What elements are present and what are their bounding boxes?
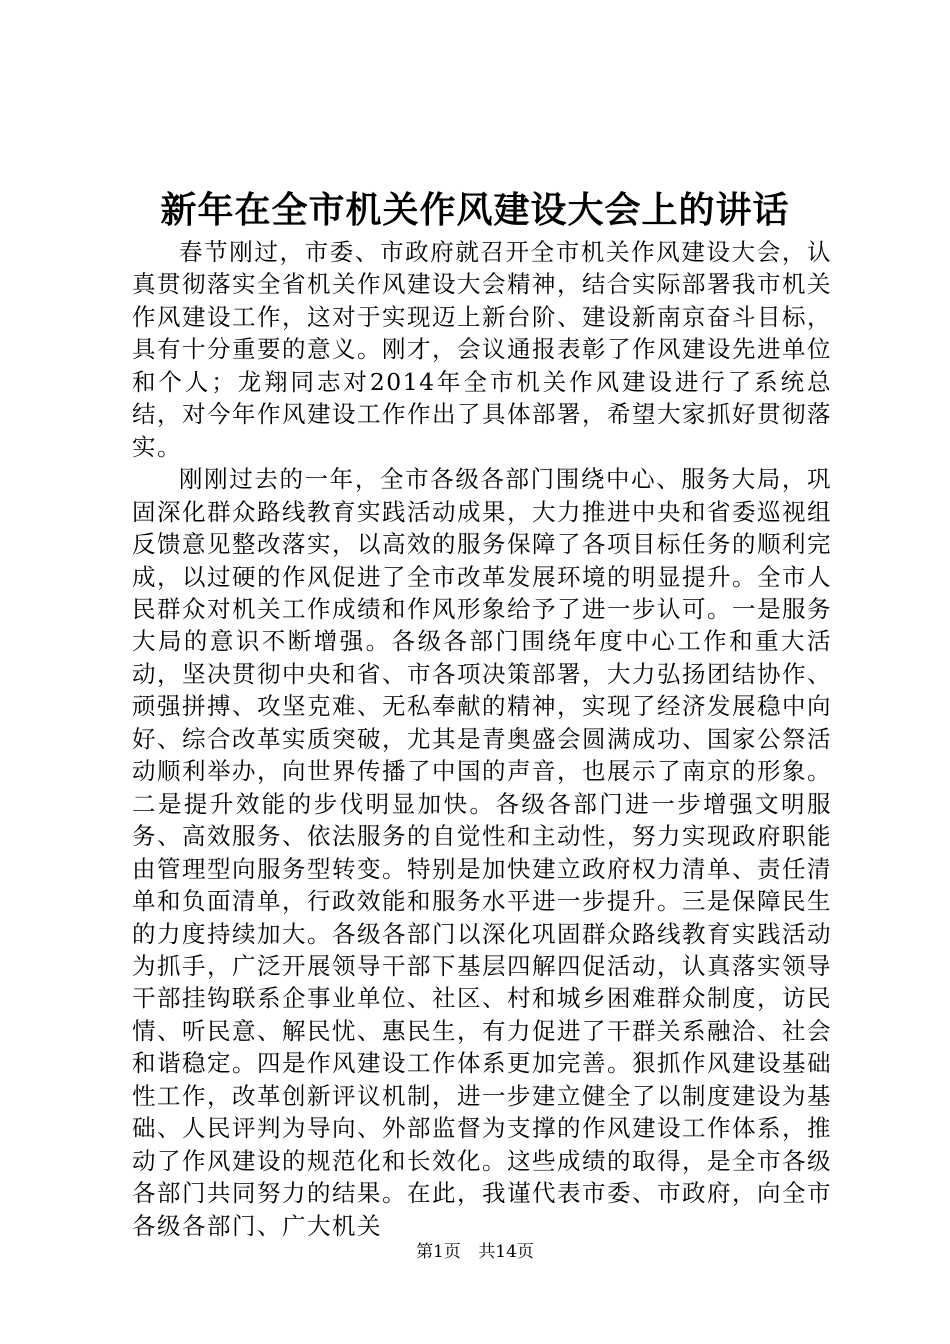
page-number: 第1页 xyxy=(416,1242,461,1262)
document-title: 新年在全市机关作风建设大会上的讲话 xyxy=(160,189,790,231)
paragraph: 刚刚过去的一年，全市各级各部门围绕中心、服务大局，巩固深化群众路线教育实践活动成果，大力推进中央和省委巡视组反馈意见整改落实，以高效的服务保障了各项目标任务的顺利完成，以过硬的作风促进了全市改革发展环境的明显提升。全市人民群众对机关工作成绩和作风形象给予了进一步认可。一是服务大局的意识不断增强。各级各部门围绕年度中心工作和重大活动，坚决贯彻中央和省、市各项决策部署，大力弘扬团结协作、顽强拼搏、攻坚克难、无私奉献的精神，实现了经济发展稳中向好、综合改革实质突破，尤其是青奥盛会圆满成功、国家公祭活动顺利举办，向世界传播了中国的声音，也展示了南京的形象。二是提升效能的步伐明显加快。各级各部门进一步增强文明服务、高效服务、依法服务的自觉性和主动性，努力实现政府职能由管理型向服务型转变。特别是加快建立政府权力清单、责任清单和负面清单，行政效能和服务水平进一步提升。三是保障民生的力度持续加大。各级各部门以深化巩固群众路线教育实践活动为抓手，广泛开展领导干部下基层四解四促活动，认真落实领导干部挂钩联系企事业单位、社区、村和城乡困难群众制度，访民情、听民意、解民忧、惠民生，有力促进了干群关系融洽、社会和谐稳定。四是作风建设工作体系更加完善。狠抓作风建设基础性工作，改革创新评议机制，进一步建立健全了以制度建设为基础、人民评判为导向、外部监督为支撑的作风建设工作体系，推动了作风建设的规范化和长效化。这些成绩的取得，是全市各级各部门共同努力的结果。在此，我谨代表市委、市政府，向全市各级各部门、广大机关 xyxy=(132,465,832,1240)
page-total: 共14页 xyxy=(478,1242,534,1262)
page-footer xyxy=(0,1240,950,1264)
paragraph: 春节刚过，市委、市政府就召开全市机关作风建设大会，认真贯彻落实全省机关作风建设大会精神，结合实际部署我市机关作风建设工作，这对于实现迈上新台阶、建设新南京奋斗目标，具有十分重要的意义。刚才，会议通报表彰了作风建设先进单位和个人；龙翔同志对2014年全市机关作风建设进行了系统总结，对今年作风建设工作作出了具体部署，希望大家抓好贯彻落实。 xyxy=(132,238,832,461)
document-body xyxy=(132,236,832,1242)
